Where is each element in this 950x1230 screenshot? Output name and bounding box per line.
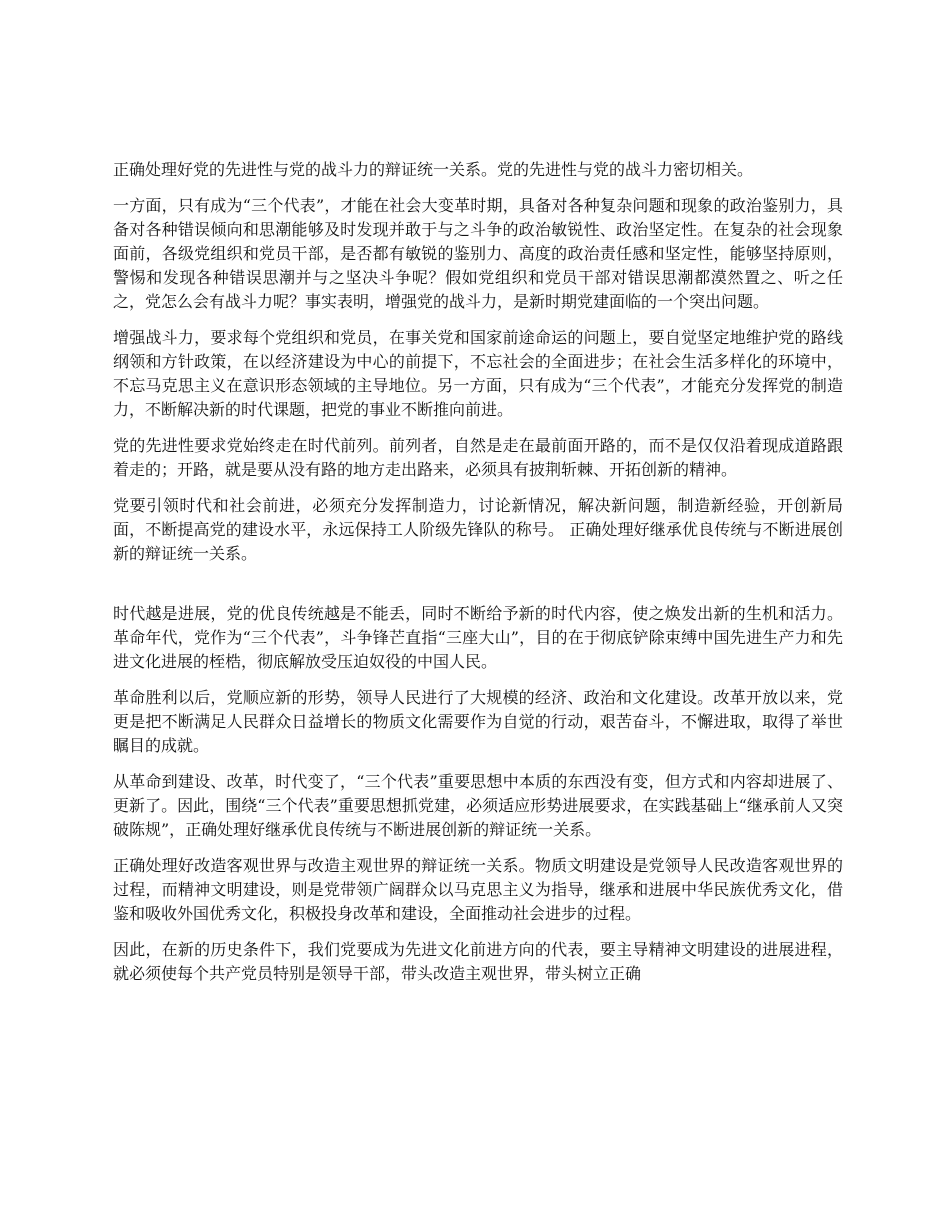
paragraph: 从革命到建设、改革，时代变了，“三个代表”重要思想中本质的东西没有变，但方式和内容却进展了、更新了。因此，围绕“三个代表”重要思想抓党建，必须适应形势进展要求，在实践基础上“继承前人又突破陈规”，正确处理好继承优良传统与不断进展创新的辩证统一关系。 xyxy=(113,772,843,839)
paragraph: 因此，在新的历史条件下，我们党要成为先进文化前进方向的代表，要主导精神文明建设的进展进程，就必须使每个共产党员特别是领导干部，带头改造主观世界，带头树立正确 xyxy=(113,940,843,983)
paragraph: 时代越是进展，党的优良传统越是不能丢，同时不断给予新的时代内容，使之焕发出新的生机和活力。革命年代，党作为“三个代表”，斗争锋芒直指“三座大山”，目的在于彻底铲除束缚中国先进生产力和先进文化进展的桎梏，彻底解放受压迫奴役的中国人民。 xyxy=(113,604,843,671)
paragraph: 正确处理好改造客观世界与改造主观世界的辩证统一关系。物质文明建设是党领导人民改造客观世界的过程，而精神文明建设，则是党带领广阔群众以马克思主义为指导，继承和进展中华民族优秀文化，借鉴和吸收外国优秀文化，积极投身改革和建设，全面推动社会进步的过程。 xyxy=(113,856,843,923)
paragraph: 党要引领时代和社会前进，必须充分发挥制造力，讨论新情况，解决新问题，制造新经验，开创新局面，不断提高党的建设水平，永远保持工人阶级先锋队的称号。 正确处理好继承优良传统与不断进展创新的辩证统一关系。 xyxy=(113,496,843,563)
paragraph: 增强战斗力，要求每个党组织和党员，在事关党和国家前途命运的问题上，要自觉坚定地维护党的路线纲领和方针政策，在以经济建设为中心的前提下，不忘社会的全面进步；在社会生活多样化的环境中，不忘马克思主义在意识形态领域的主导地位。另一方面，只有成为“三个代表”，才能充分发挥党的制造力，不断解决新的时代课题，把党的事业不断推向前进。 xyxy=(113,328,843,419)
section-divider-space xyxy=(113,578,843,602)
paragraph: 党的先进性要求党始终走在时代前列。前列者，自然是走在最前面开路的，而不是仅仅沿着现成道路跟着走的；开路，就是要从没有路的地方走出路来，必须具有披荆斩棘、开拓创新的精神。 xyxy=(113,436,843,479)
paragraph: 正确处理好党的先进性与党的战斗力的辩证统一关系。党的先进性与党的战斗力密切相关。 xyxy=(113,160,754,179)
paragraph: 革命胜利以后，党顺应新的形势，领导人民进行了大规模的经济、政治和文化建设。改革开放以来，党更是把不断满足人民群众日益增长的物质文化需要作为自觉的行动，艰苦奋斗，不懈进取，取得了举世瞩目的成就。 xyxy=(113,688,843,755)
paragraph: 一方面，只有成为“三个代表”，才能在社会大变革时期，具备对各种复杂问题和现象的政治鉴别力，具备对各种错误倾向和思潮能够及时发现并敢于与之斗争的政治敏锐性、政治坚定性。在复杂的社会现象面前，各级党组织和党员干部，是否都有敏锐的鉴别力、高度的政治责任感和坚定性，能够坚持原则，警惕和发现各种错误思潮并与之坚决斗争呢？假如党组织和党员干部对错误思潮都漠然置之、听之任之，党怎么会有战斗力呢？事实表明，增强党的战斗力，是新时期党建面临的一个突出问题。 xyxy=(113,196,843,311)
document-page xyxy=(113,158,843,998)
